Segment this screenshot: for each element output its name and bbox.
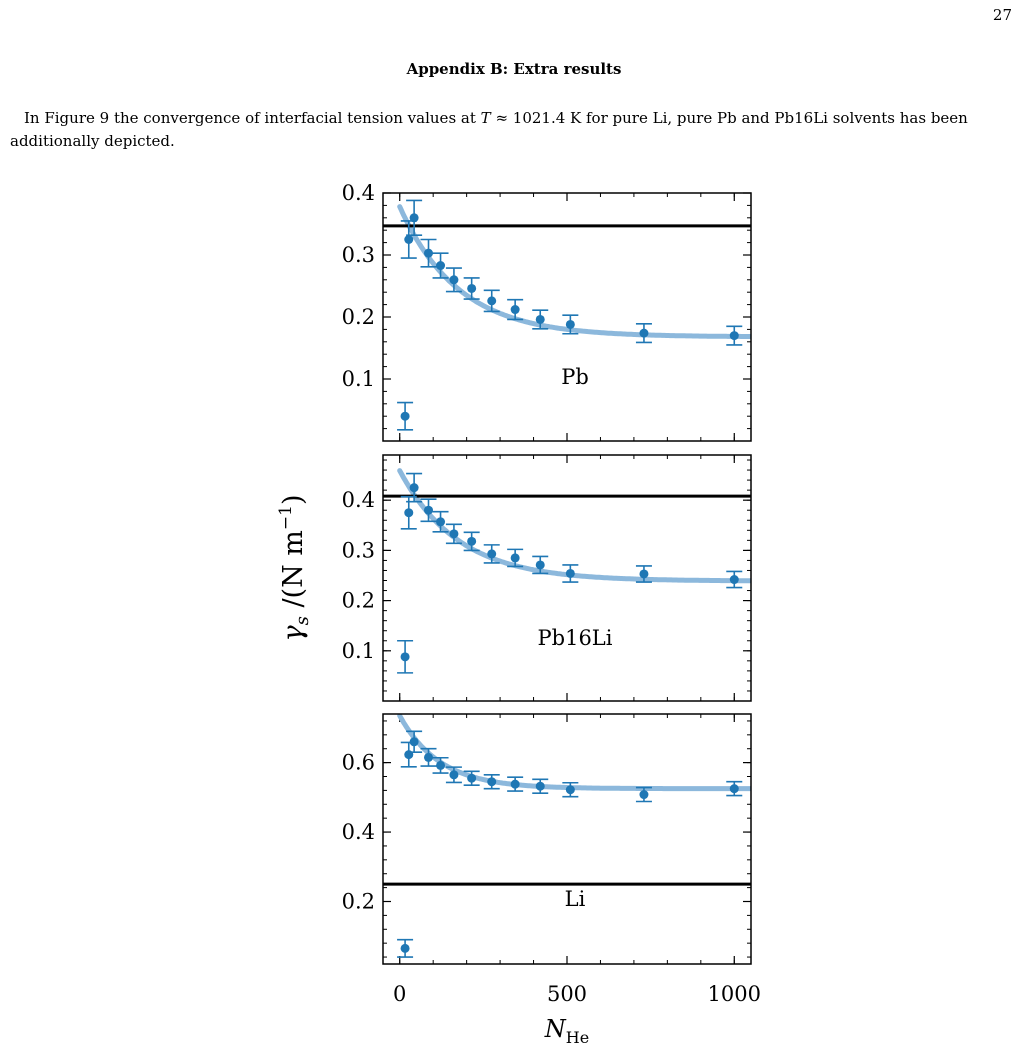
plot-area <box>383 200 754 429</box>
data-point <box>639 329 648 338</box>
data-point <box>467 774 476 783</box>
data-point <box>511 553 520 562</box>
data-point <box>449 275 458 284</box>
y-tick-label: 0.1 <box>341 638 375 663</box>
data-point <box>730 575 739 584</box>
data-point <box>536 782 545 791</box>
data-point <box>566 569 575 578</box>
data-point <box>404 508 413 517</box>
y-tick-label: 0.2 <box>341 305 375 329</box>
panel-frame <box>383 714 751 964</box>
y-tick-label: 0.2 <box>341 588 375 613</box>
data-point <box>467 537 476 546</box>
y-tick-label: 0.6 <box>341 750 375 775</box>
data-point <box>536 560 545 569</box>
data-point <box>487 296 496 305</box>
panel-li <box>342 714 761 1006</box>
panel-label: Li <box>564 887 586 911</box>
data-point <box>410 213 419 222</box>
plot-area <box>383 716 754 957</box>
data-point <box>730 784 739 793</box>
data-point <box>449 529 458 538</box>
y-tick-label: 0.3 <box>341 243 375 267</box>
y-tick-label: 0.1 <box>341 367 375 391</box>
data-point <box>424 249 433 258</box>
y-axis-label-close: ) <box>278 494 309 506</box>
y-tick-label: 0.2 <box>341 889 375 914</box>
data-point <box>449 770 458 779</box>
y-tick-label: 0.4 <box>341 820 375 845</box>
x-axis-label-symbol: N <box>544 1015 566 1043</box>
x-tick-label: 0 <box>393 982 407 1006</box>
data-point <box>639 569 648 578</box>
data-point <box>424 506 433 515</box>
y-axis-label-symbol: γ <box>278 625 309 642</box>
x-axis-label <box>544 1015 589 1047</box>
data-point <box>436 517 445 526</box>
paragraph-text-end: ≈ 1021.4 K for pure Li, pure Pb and Pb16Li solvents has been additionally depicted. <box>10 109 968 150</box>
data-point <box>566 320 575 329</box>
y-tick-label: 0.4 <box>341 488 375 513</box>
data-point <box>730 331 739 340</box>
data-point <box>424 753 433 762</box>
x-tick-label: 500 <box>546 982 588 1006</box>
x-axis-label-subscript: He <box>565 1028 590 1047</box>
data-point <box>566 785 575 794</box>
panel-pb16li <box>342 455 755 701</box>
data-point <box>410 737 419 746</box>
data-point <box>467 284 476 293</box>
data-point <box>487 777 496 786</box>
data-point <box>436 761 445 770</box>
panel-label: Pb16Li <box>537 626 613 650</box>
data-point <box>401 652 410 661</box>
data-point <box>401 944 410 953</box>
paragraph-text-start: In Figure 9 the convergence of interfacial tension values at <box>24 109 481 127</box>
y-axis-label-subscript: s <box>292 616 313 626</box>
data-point <box>404 235 413 244</box>
y-tick-label: 0.4 <box>341 181 375 205</box>
data-point <box>511 780 520 789</box>
panel-label: Pb <box>561 365 589 389</box>
y-axis-label-unit: /(N m <box>278 530 309 617</box>
data-point <box>487 549 496 558</box>
section-heading: Appendix B: Extra results <box>406 60 622 78</box>
page-number: 27 <box>992 6 1012 24</box>
y-tick-label: 0.3 <box>341 538 375 563</box>
data-point <box>536 315 545 324</box>
data-point <box>511 305 520 314</box>
data-point <box>436 261 445 270</box>
y-axis-label-exponent: −1 <box>276 505 296 531</box>
y-axis-label <box>276 494 313 641</box>
data-point <box>401 412 410 421</box>
x-tick-label: 1000 <box>707 982 761 1006</box>
panel-pb <box>342 181 755 441</box>
data-point <box>639 790 648 799</box>
temperature-symbol: T <box>480 109 491 127</box>
data-point <box>410 483 419 492</box>
panel-frame <box>383 193 751 441</box>
chart-panels <box>342 181 761 1006</box>
